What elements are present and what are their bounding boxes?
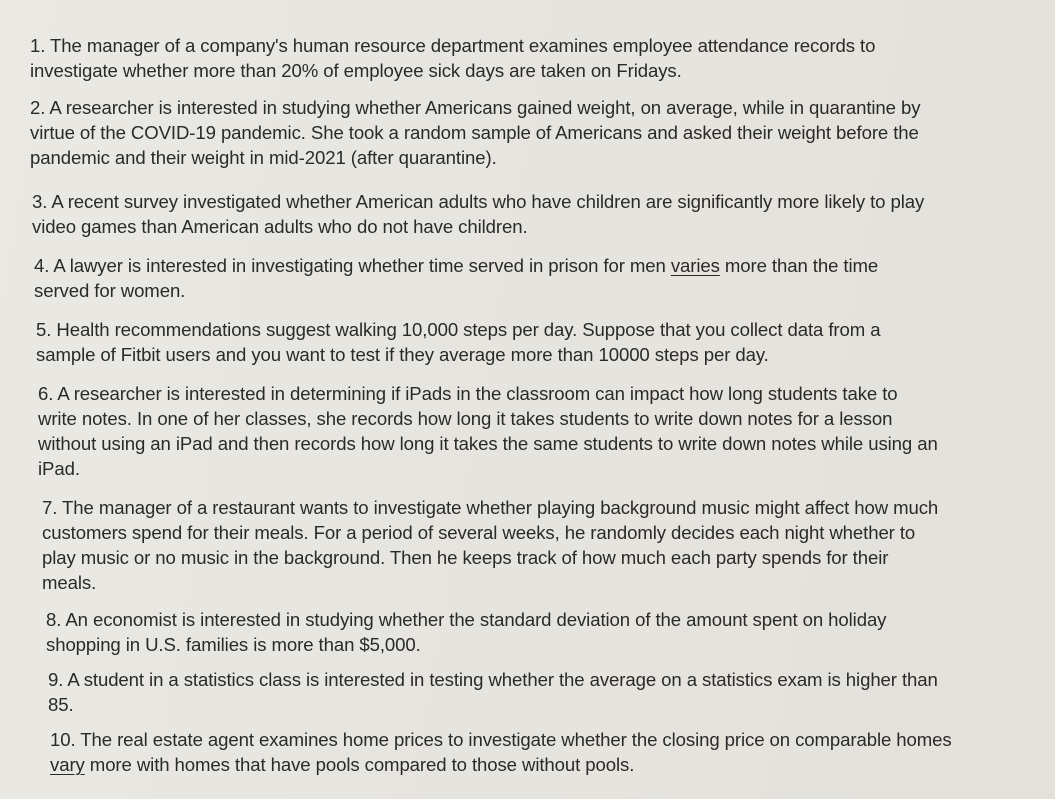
question-text-line: 9. A student in a statistics class is interested in testing whether the average on a statistics exam is higher than	[48, 669, 938, 690]
question-10-text-end: more with homes that have pools compared to those without pools.	[84, 754, 635, 775]
question-text-line	[34, 253, 878, 278]
question-2	[30, 95, 920, 170]
question-4	[34, 253, 878, 303]
question-text-line: 8. An economist is interested in studying whether the standard deviation of the amount spent on holiday	[46, 609, 887, 630]
question-text-line: served for women.	[34, 280, 186, 301]
question-text-line: without using an iPad and then records how long it takes the same students to write down notes while using an	[38, 433, 938, 454]
question-text-line: 85.	[48, 694, 74, 715]
question-text-line: play music or no music in the background. Then he keeps track of how much each party spends for their	[42, 547, 889, 568]
question-10	[50, 727, 952, 777]
question-1	[30, 33, 875, 83]
question-text-line: meals.	[42, 572, 97, 593]
question-7	[42, 495, 938, 595]
underlined-word-varies: varies	[670, 255, 720, 276]
question-4-text-start: 4. A lawyer is interested in investigating whether time served in prison for men	[34, 255, 671, 276]
question-text-line: investigate whether more than 20% of employee sick days are taken on Fridays.	[30, 60, 682, 81]
question-text-line: write notes. In one of her classes, she records how long it takes students to write down notes for a lesson	[38, 408, 893, 429]
question-text-line: customers spend for their meals. For a period of several weeks, he randomly decides each night whether to	[42, 522, 916, 543]
question-text-line: sample of Fitbit users and you want to test if they average more than 10000 steps per day.	[36, 344, 769, 365]
question-text-line: video games than American adults who do not have children.	[32, 216, 528, 237]
question-3	[32, 189, 924, 239]
underlined-word-vary: vary	[50, 754, 85, 775]
question-text-line: shopping in U.S. families is more than $5,000.	[46, 634, 421, 655]
question-text-line: 5. Health recommendations suggest walking 10,000 steps per day. Suppose that you collect data from a	[36, 319, 881, 340]
question-9	[48, 667, 938, 717]
question-text-line: iPad.	[38, 458, 80, 479]
question-text-line	[50, 752, 952, 777]
question-text-line: 6. A researcher is interested in determining if iPads in the classroom can impact how long students take to	[38, 383, 898, 404]
question-text-line: virtue of the COVID-19 pandemic. She took a random sample of Americans and asked their weight before the	[30, 122, 919, 143]
question-4-text-end: more than the time	[719, 255, 879, 276]
question-text-line: 10. The real estate agent examines home prices to investigate whether the closing price on comparable homes	[50, 729, 952, 750]
question-text-line: 7. The manager of a restaurant wants to investigate whether playing background music might affect how much	[42, 497, 939, 518]
question-text-line: 3. A recent survey investigated whether American adults who have children are significantly more likely to play	[32, 191, 925, 212]
question-text-line: 2. A researcher is interested in studying whether Americans gained weight, on average, while in quarantine by	[30, 97, 921, 118]
question-5	[36, 317, 880, 367]
question-6	[38, 381, 938, 481]
question-text-line: pandemic and their weight in mid-2021 (after quarantine).	[30, 147, 497, 168]
question-text-line: 1. The manager of a company's human resource department examines employee attendance records to	[30, 35, 876, 56]
question-8	[46, 607, 886, 657]
